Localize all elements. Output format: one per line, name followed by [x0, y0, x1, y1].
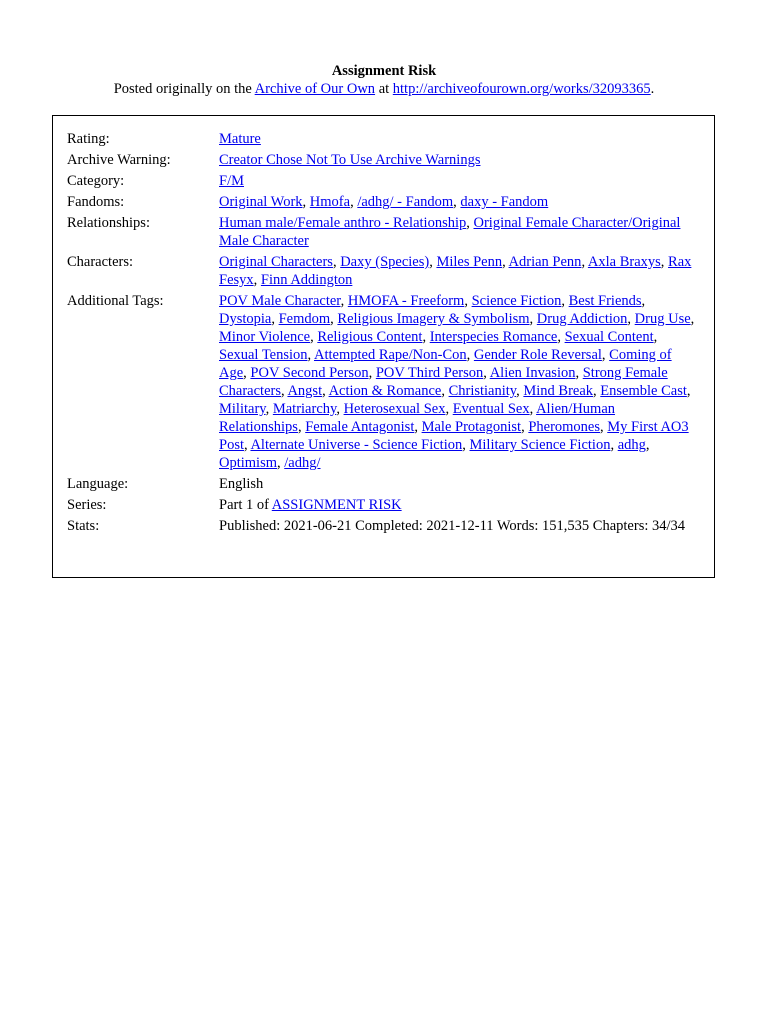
characters-label: Characters:: [67, 254, 134, 270]
meta-row-fandoms: [67, 193, 700, 211]
stats-label: Stats:: [67, 518, 100, 534]
tag-separator: ,: [462, 437, 470, 453]
tag-link[interactable]: Heterosexual Sex: [343, 401, 446, 417]
tag-separator: ,: [330, 311, 338, 327]
tag-separator: ,: [297, 419, 306, 435]
tag-link[interactable]: Science Fiction: [471, 293, 562, 309]
relationships-label: Relationships:: [67, 215, 150, 231]
tag-separator: ,: [466, 347, 474, 363]
tag-separator: ,: [281, 383, 288, 399]
tag-separator: ,: [529, 311, 537, 327]
work-meta-box: [52, 115, 715, 578]
tag-link[interactable]: Miles Penn: [436, 254, 503, 270]
fandoms-label: Fandoms:: [67, 194, 125, 210]
tag-link[interactable]: Hmofa: [309, 194, 351, 210]
tag-separator: ,: [441, 383, 449, 399]
tag-separator: ,: [610, 437, 618, 453]
tag-link[interactable]: Attempted Rape/Non-Con: [313, 347, 467, 363]
tag-separator: ,: [336, 401, 344, 417]
tag-link[interactable]: Military: [219, 401, 266, 417]
tag-separator: ,: [653, 329, 658, 345]
tag-link[interactable]: /adhg/: [284, 455, 321, 471]
category-label: Category:: [67, 173, 125, 189]
tag-link[interactable]: Eventual Sex: [452, 401, 530, 417]
stats-value: Published: 2021-06-21 Completed: 2021-12-11 Words: 151,535 Chapters: 34/34: [219, 518, 686, 534]
tag-link[interactable]: Alien Invasion: [489, 365, 576, 381]
tag-separator: ,: [310, 329, 318, 345]
tag-separator: ,: [575, 365, 583, 381]
tag-link[interactable]: Adrian Penn: [508, 254, 582, 270]
tag-separator: ,: [307, 347, 314, 363]
additional-tags: [219, 292, 700, 472]
fandom-tags: [219, 193, 700, 211]
tag-link[interactable]: Matriarchy: [272, 401, 337, 417]
tag-link[interactable]: adhg: [617, 437, 646, 453]
tag-link[interactable]: Angst: [287, 383, 323, 399]
work-header: [0, 62, 768, 98]
tag-separator: ,: [593, 383, 601, 399]
tag-separator: ,: [581, 254, 588, 270]
tag-separator: ,: [601, 347, 610, 363]
tag-separator: ,: [332, 254, 341, 270]
tag-separator: ,: [600, 419, 608, 435]
tag-link[interactable]: Drug Addiction: [536, 311, 628, 327]
tag-link[interactable]: Female Antagonist: [305, 419, 415, 435]
tag-separator: ,: [466, 215, 474, 231]
tag-link[interactable]: Ensemble Cast: [600, 383, 687, 399]
archive-link[interactable]: Archive of Our Own: [254, 81, 376, 97]
series-link[interactable]: ASSIGNMENT RISK: [271, 497, 402, 513]
tag-link[interactable]: Strong Female Characters: [219, 365, 668, 399]
tag-separator: ,: [641, 293, 646, 309]
relationship-tags: [219, 214, 700, 250]
tag-link[interactable]: Action & Romance: [328, 383, 442, 399]
warning-tags: [219, 151, 700, 169]
tag-separator: ,: [690, 311, 695, 327]
meta-row-stats: [67, 517, 700, 535]
tag-link[interactable]: Alien/Human Relationships: [219, 401, 616, 435]
tag-separator: ,: [322, 383, 329, 399]
tag-link[interactable]: Femdom: [278, 311, 331, 327]
posted-prefix: Posted originally on the: [113, 81, 252, 97]
tag-separator: ,: [645, 437, 650, 453]
tag-link[interactable]: Mature: [219, 131, 261, 147]
tag-link[interactable]: Finn Addington: [260, 272, 353, 288]
tag-link[interactable]: Best Friends: [568, 293, 642, 309]
series-prefix: Part 1 of: [219, 497, 269, 513]
meta-row-series: [67, 496, 700, 514]
tag-separator: ,: [340, 293, 348, 309]
tag-link[interactable]: Gender Role Reversal: [473, 347, 602, 363]
tag-separator: ,: [422, 329, 430, 345]
tag-link[interactable]: POV Second Person: [250, 365, 369, 381]
tag-separator: ,: [244, 437, 251, 453]
tag-link[interactable]: /adhg/ - Fandom: [357, 194, 454, 210]
tag-link[interactable]: Military Science Fiction: [469, 437, 611, 453]
category-tags: [219, 172, 700, 190]
tag-link[interactable]: Creator Chose Not To Use Archive Warnings: [219, 152, 481, 168]
tag-separator: ,: [368, 365, 376, 381]
rating-label: Rating:: [67, 131, 110, 147]
tag-separator: ,: [464, 293, 472, 309]
work-url-link[interactable]: http://archiveofourown.org/works/32093365: [392, 81, 651, 97]
tag-link[interactable]: Minor Violence: [219, 329, 311, 345]
tag-separator: ,: [529, 401, 537, 417]
tag-separator: ,: [277, 455, 285, 471]
tag-link[interactable]: Optimism: [219, 455, 278, 471]
tag-link[interactable]: Human male/Female anthro - Relationship: [219, 215, 467, 231]
series-label: Series:: [67, 497, 107, 513]
tag-link[interactable]: Sexual Content: [564, 329, 654, 345]
tag-link[interactable]: Daxy (Species): [340, 254, 430, 270]
tag-link[interactable]: HMOFA - Freeform: [347, 293, 465, 309]
meta-row-warning: [67, 151, 700, 169]
tag-link[interactable]: Original Characters: [219, 254, 333, 270]
tag-link[interactable]: Original Female Character/Original Male Character: [219, 215, 681, 249]
tag-link[interactable]: Interspecies Romance: [429, 329, 558, 345]
tag-separator: ,: [429, 254, 437, 270]
tag-link[interactable]: Pheromones: [528, 419, 601, 435]
meta-row-rating: [67, 130, 700, 148]
tag-link[interactable]: Religious Imagery & Symbolism: [337, 311, 530, 327]
series-value: [219, 496, 700, 514]
tag-link[interactable]: Axla Braxys: [587, 254, 661, 270]
tag-link[interactable]: Coming of Age: [219, 347, 672, 381]
at-text: at: [378, 81, 390, 97]
tag-link[interactable]: My First AO3 Post: [219, 419, 689, 453]
tag-link[interactable]: Religious Content: [317, 329, 423, 345]
additional-tags-label: Additional Tags:: [67, 293, 164, 309]
tag-link[interactable]: Rax Fesyx: [219, 254, 692, 288]
meta-row-additional-tags: [67, 292, 700, 472]
tag-link[interactable]: F/M: [219, 173, 244, 189]
tag-link[interactable]: Christianity: [448, 383, 517, 399]
meta-row-characters: [67, 253, 700, 289]
tag-separator: ,: [243, 365, 251, 381]
meta-row-relationships: [67, 214, 700, 250]
tag-separator: ,: [483, 365, 490, 381]
tag-separator: ,: [271, 311, 279, 327]
tag-link[interactable]: POV Third Person: [375, 365, 484, 381]
rating-tags: [219, 130, 700, 148]
tag-link[interactable]: Alternate Universe - Science Fiction: [250, 437, 463, 453]
tag-link[interactable]: Sexual Tension: [219, 347, 308, 363]
tag-separator: ,: [516, 383, 524, 399]
language-label: Language:: [67, 476, 129, 492]
tag-separator: ,: [561, 293, 569, 309]
tag-separator: ,: [414, 419, 422, 435]
posted-suffix: .: [650, 81, 655, 97]
posted-line: [0, 80, 768, 98]
meta-row-category: [67, 172, 700, 190]
tag-separator: ,: [265, 401, 273, 417]
tag-link[interactable]: Male Protagonist: [421, 419, 522, 435]
tag-separator: ,: [453, 194, 461, 210]
work-title: Assignment Risk: [331, 63, 437, 79]
warning-label: Archive Warning:: [67, 152, 171, 168]
tag-separator: ,: [521, 419, 529, 435]
tag-separator: ,: [302, 194, 310, 210]
tag-link[interactable]: Dystopia: [219, 311, 272, 327]
tag-separator: ,: [686, 383, 691, 399]
tag-link[interactable]: Original Work: [219, 194, 303, 210]
language-value: English: [219, 476, 264, 492]
meta-row-language: [67, 475, 700, 493]
tag-separator: ,: [350, 194, 358, 210]
tag-separator: ,: [502, 254, 509, 270]
tag-link[interactable]: POV Male Character: [219, 293, 341, 309]
tag-separator: ,: [627, 311, 635, 327]
character-tags: [219, 253, 700, 289]
tag-link[interactable]: Mind Break: [523, 383, 594, 399]
tag-link[interactable]: daxy - Fandom: [460, 194, 549, 210]
tag-separator: ,: [557, 329, 565, 345]
tag-separator: ,: [660, 254, 669, 270]
tag-separator: ,: [253, 272, 261, 288]
tag-link[interactable]: Drug Use: [634, 311, 691, 327]
tag-separator: ,: [445, 401, 453, 417]
